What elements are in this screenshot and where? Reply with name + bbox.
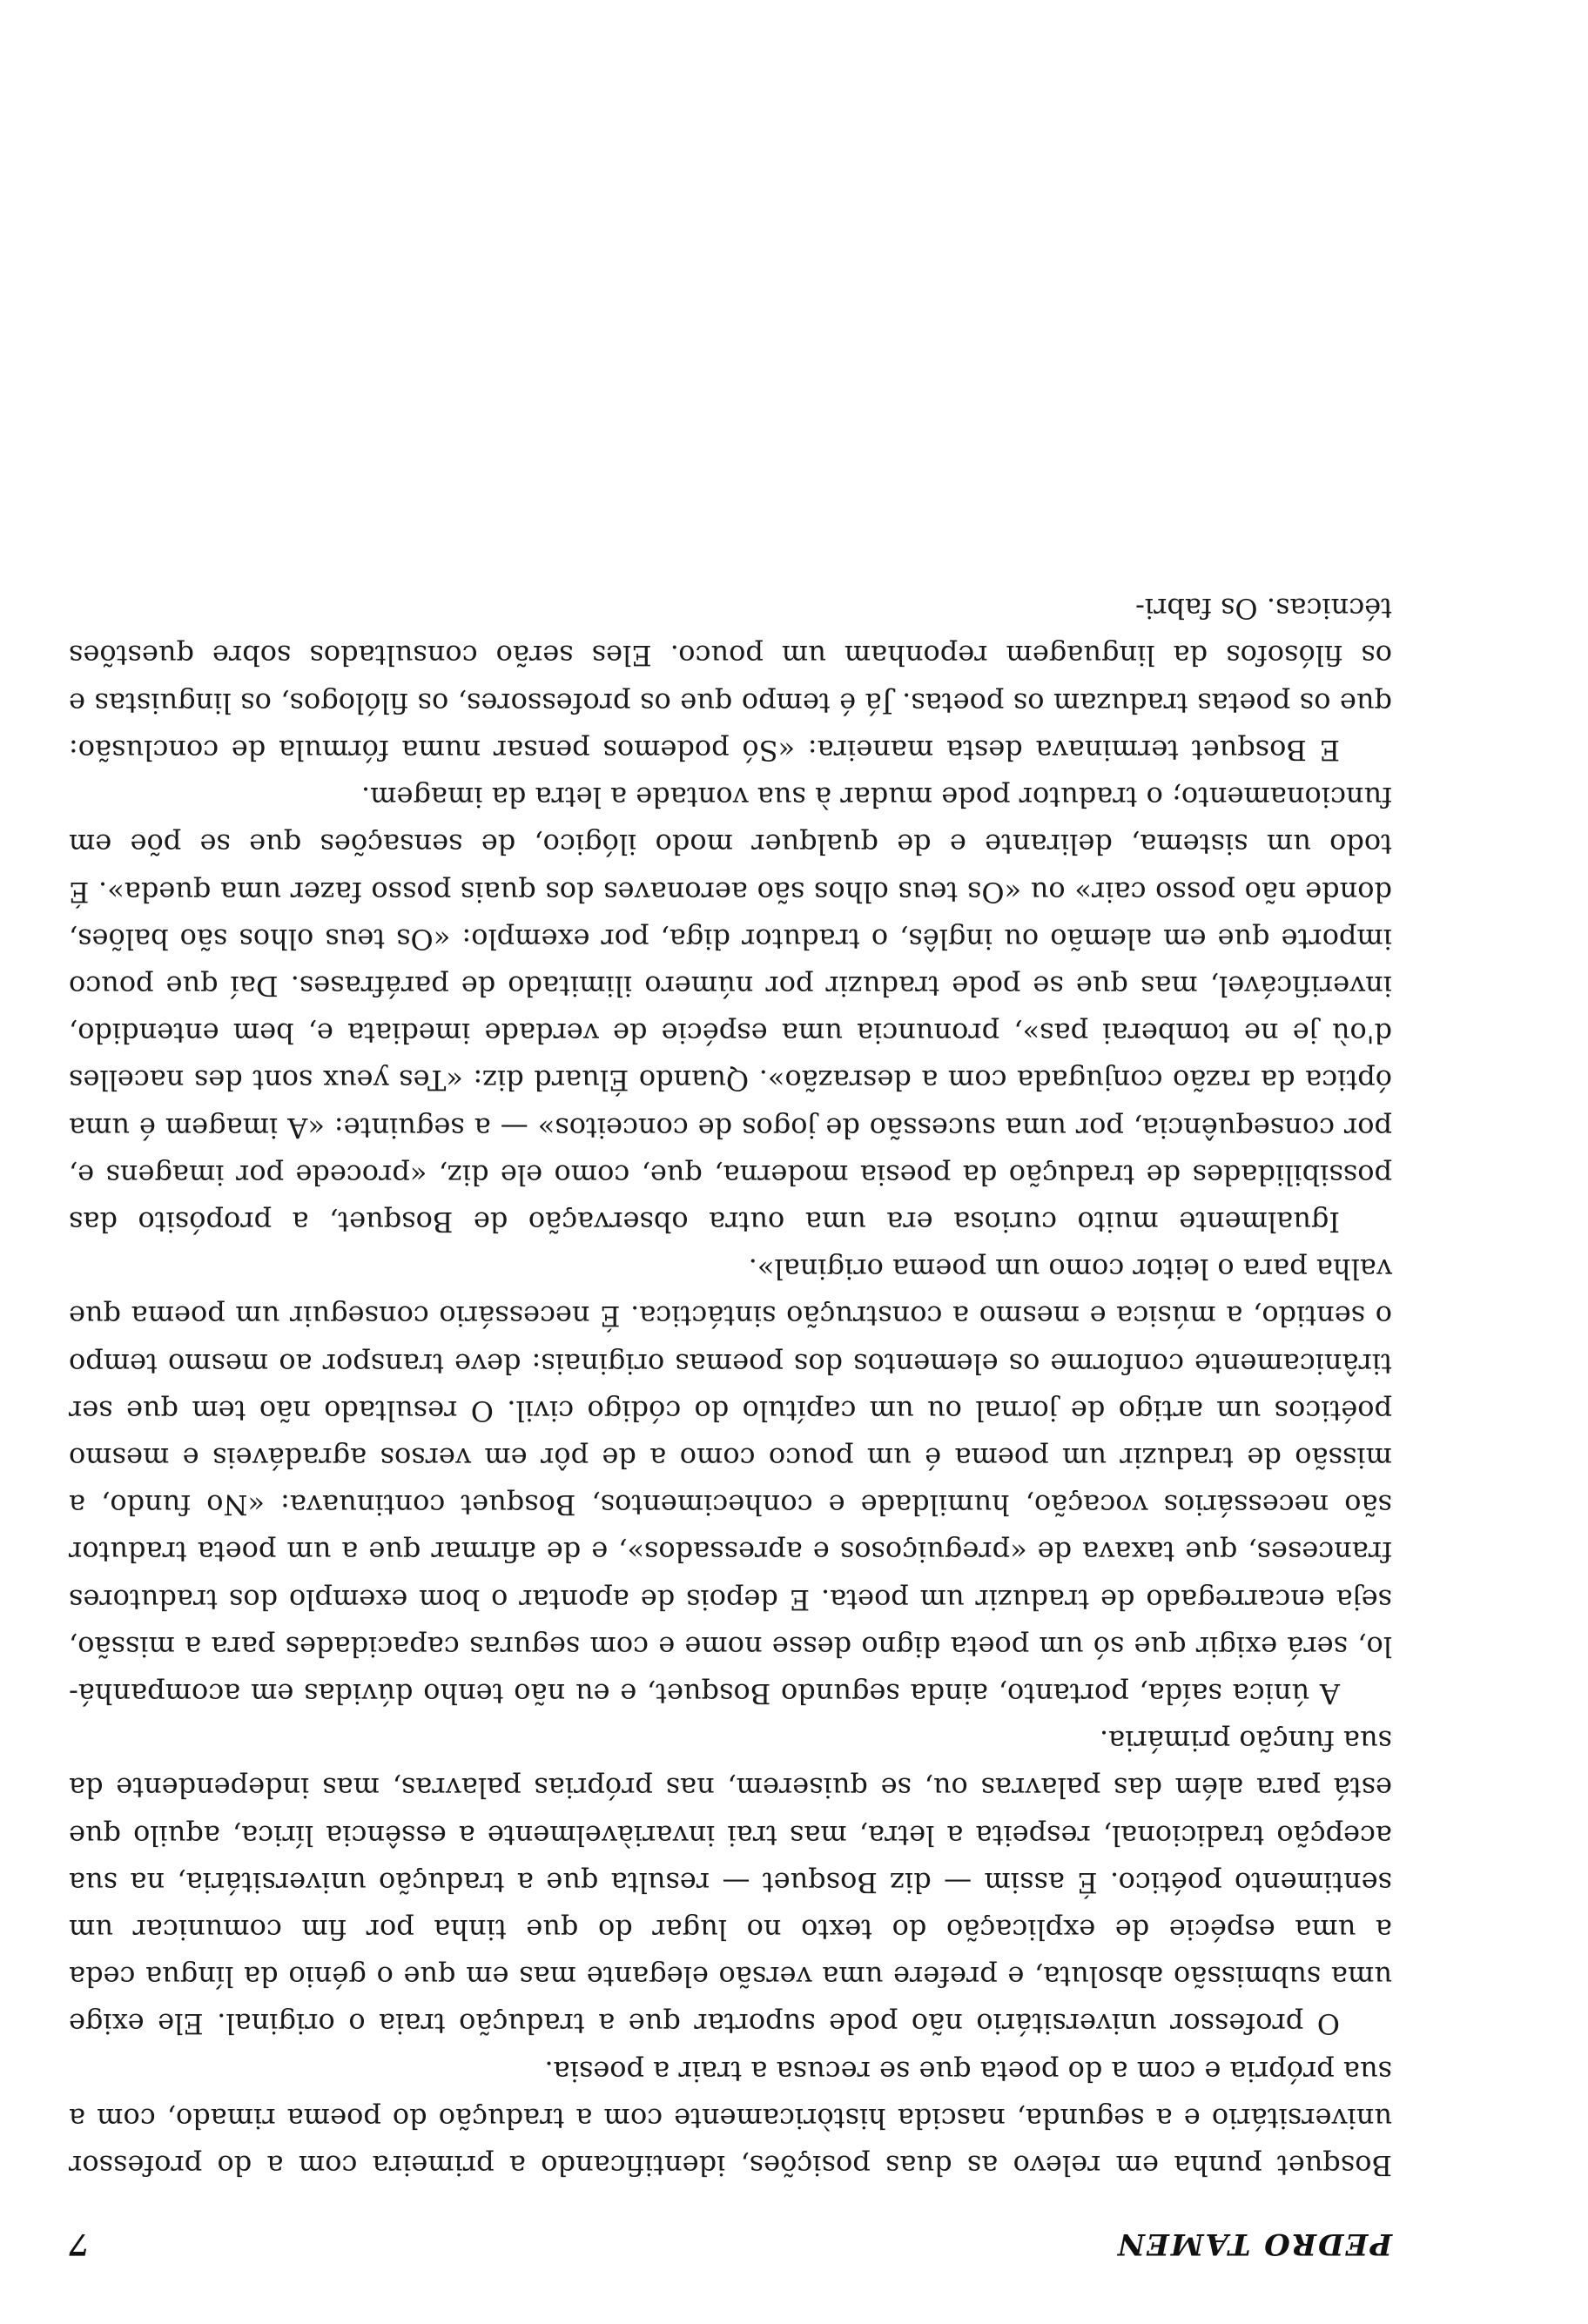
paragraph: O professor universitário não pode suportar que a tradução traia o original. Ele exige uma submissão absoluta, e prefere uma versão elegante mas em que o génio da língua ceda a uma espécie de explicação do texto no lugar do que tinha por fim comunicar um sentimento poético. É assim — diz Bosquet — resulta que a tradução universitária, na sua acepção tradicional, respeita a letra, mas trai invariàvelmente a essência lírica, aquilo que está para além das palavras ou, se quiserem, nas próprias palavras, mas independente da sua função primária.	[69, 1724, 1392, 2041]
paragraph: Bosquet punha em relevo as duas posições, identificando a primeira com a do professor universitário e a segunda, nascida històricamente com a tradução do poema rimado, com a sua própria e com a do poeta que se recusa a trair a poesia.	[69, 2054, 1392, 2182]
paragraph: E Bosquet terminava desta maneira: «Só podemos pensar numa fórmula de conclusão: que os poetas traduzam os poetas. Já é tempo que os professores, os filólogos, os linguistas e os filósofos da linguagem reponham um pouco. Eles serão consultados sobre questões técnicas. Os fabri-	[69, 592, 1392, 767]
paragraph: A única saída, portanto, ainda segundo Bosquet, e eu não tenho dúvidas em acompanhá-lo, será exigir que só um poeta digno desse nome e com seguras capacidades para a missão, seja encarregado de traduzir um poeta. E depois de apontar o bom exemplo dos tradutores franceses, que taxava de «preguiçosos e apressados», e de afirmar que a um poeta tradutor são necessários vocação, humildade e conhecimentos, Bosquet continuava: «No fundo, a missão de traduzir um poema é um pouco como a de pôr em versos agradáveis e mesmo poéticos um artigo de jornal ou um capítulo do código civil. O resultado não tem que ser tirânicamente conforme os elementos dos poemas originais: deve transpor ao mesmo tempo o sentido, a música e mesmo a construção sintáctica. É necessário conseguir um poema que valha para o leitor como um poema original».	[69, 1253, 1392, 1710]
body-text	[69, 585, 1392, 2189]
paragraph: Igualmente muito curiosa era uma outra observação de Bosquet, a propósito das possibilidades de tradução da poesia moderna, que, como ele diz, «procede por imagens e, por consequência, por uma sucessão de jogos de conceitos» — a seguinte: «A imagem é uma óptica da razão conjugada com a desrazão». Quando Éluard diz: «Tes yeux sont des nacelles d'où je ne tomberai pas», pronuncia uma espécie de verdade imediata e, bem entendido, inverificável, mas que se pode traduzir por número ilimitado de paráfrases. Daí que pouco importe que em alemão ou inglês, o tradutor diga, por exemplo: «Os teus olhos são balões, donde não posso cair» ou «Os teus olhos são aeronaves dos quais posso fazer uma queda». É todo um sistema, delirante e de qualquer modo ilógico, de sensações que se põe em funcionamento; o tradutor pode mudar à sua vontade a letra da imagem.	[69, 781, 1392, 1239]
page-number: 7	[69, 2227, 90, 2261]
page-header	[69, 2209, 1392, 2261]
running-head: PEDRO TAMEN	[1115, 2227, 1392, 2261]
